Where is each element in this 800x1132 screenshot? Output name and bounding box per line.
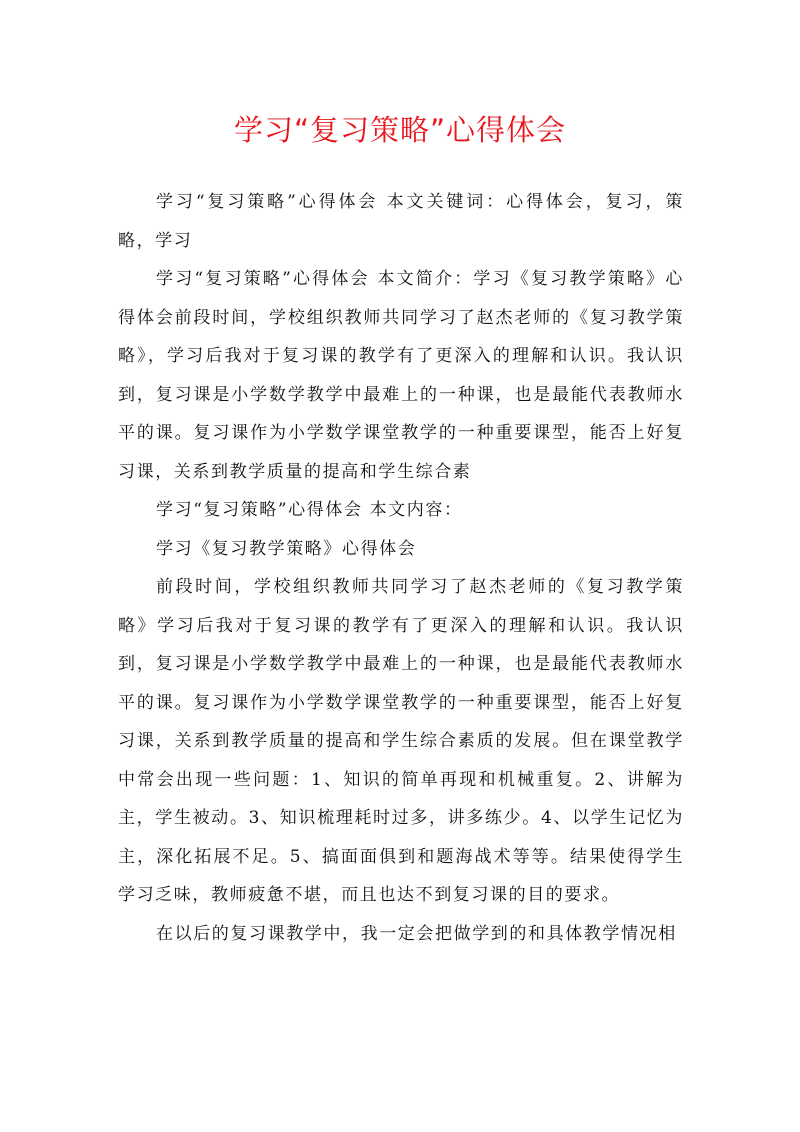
document-body (118, 183, 684, 953)
paragraph-summary: 学习“复习策略”心得体会 本文简介：学习《复习教学策略》心得体会前段时间，学校组织教师共同学习了赵杰老师的《复习教学策略》，学习后我对于复习课的教学有了更深入的理解和认识。我认识到，复习课是小学数学教学中最难上的一种课，也是最能代表教师水平的课。复习课作为小学数学课堂教学的一种重要课型，能否上好复习课，关系到教学质量的提高和学生综合素 (118, 269, 684, 482)
paragraph-main-text: 前段时间，学校组织教师共同学习了赵杰老师的《复习教学策略》学习后我对于复习课的教学有了更深入的理解和认识。我认识到，复习课是小学数学教学中最难上的一种课，也是最能代表教师水平的课。复习课作为小学数学课堂教学的一种重要课型，能否上好复习课，关系到教学质量的提高和学生综合素质的发展。但在课堂教学中常会出现一些问题：1、知识的简单再现和机械重复。2、讲解为主，学生被动。3、知识梳理耗时过多，讲多练少。4、以学生记忆为主，深化拓展不足。5、搞面面俱到和题海战术等等。结果使得学生学习乏味，教师疲惫不堪，而且也达不到复习课的目的要求。 (118, 577, 684, 905)
paragraph-keywords: 学习“复习策略”心得体会 本文关键词：心得体会，复习，策略，学习 (118, 192, 684, 251)
paragraph-content-label: 学习“复习策略”心得体会 本文内容： (156, 500, 463, 520)
paragraph-subtitle: 学习《复习教学策略》心得体会 (156, 538, 417, 559)
document-title: 学习“复习策略”心得体会 (233, 113, 567, 147)
paragraph-continuation: 在以后的复习课教学中，我一定会把做学到的和具体教学情况相 (156, 923, 677, 944)
